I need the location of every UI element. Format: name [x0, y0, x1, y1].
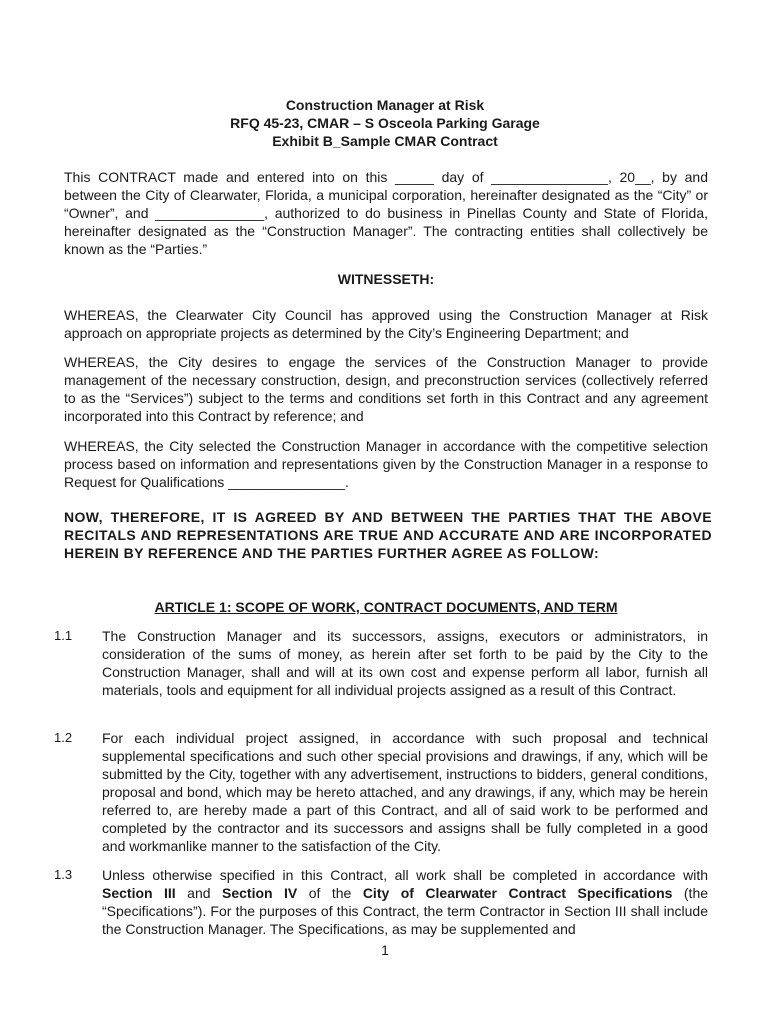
- section-iv-ref: Section IV: [222, 885, 298, 901]
- intro-paragraph: This CONTRACT made and entered into on this _____ day of _______________, 20__, by and between the City of Clearwater, Florida, a municipal corporation, hereinafter designated as the “City” or “Owner”, and ______________, authorized to do business in Pinellas County and State of Florida, hereinafter designated as the “Construction Manager”. The contracting entities shall collectively be known as the “Parties.”: [64, 169, 708, 257]
- header-title: Construction Manager at Risk: [285, 97, 485, 113]
- section-number: 1.1: [54, 628, 73, 643]
- header-rfq: RFQ 45-23, CMAR – S Osceola Parking Garage: [230, 115, 540, 131]
- section-number: 1.3: [54, 867, 73, 882]
- section-1-3-text-a: Unless otherwise specified in this Contract, all work shall be completed in accordance with: [102, 867, 708, 883]
- section-1-3-text-b: and: [175, 885, 222, 901]
- whereas-paragraph-1: WHEREAS, the Clearwater City Council has approved using the Construction Manager at Risk approach on appropriate projects as determined by the City’s Engineering Department; and: [64, 307, 708, 341]
- witnesseth-heading: WITNESSETH:: [337, 271, 435, 287]
- section-1-3-text: [102, 866, 708, 938]
- article-1-title: ARTICLE 1: SCOPE OF WORK, CONTRACT DOCUMENTS, AND TERM: [154, 599, 618, 615]
- whereas-paragraph-2: WHEREAS, the City desires to engage the services of the Construction Manager to provide management of the necessary construction, design, and preconstruction services (collectively referred to as the “Services”) subject to the terms and conditions set forth in this Contract and any agreement incorporated into this Contract by reference; and: [64, 354, 708, 424]
- specifications-ref: City of Clearwater Contract Specifications: [362, 885, 673, 901]
- section-1-3-text-c: of the: [297, 885, 363, 901]
- section-1-1-text: The Construction Manager and its successors, assigns, executors or administrators, in consideration of the sums of money, as herein after set forth to be paid by the City to the Construction Manager, shall and will at its own cost and expense perform all labor, furnish all materials, tools and equipment for all individual projects assigned as a result of this Contract.: [102, 628, 708, 698]
- whereas-paragraph-3: WHEREAS, the City selected the Construction Manager in accordance with the competitive selection process based on information and representations given by the Construction Manager in a response to Request for Qualifications _______________.: [64, 438, 708, 490]
- document-header: [0, 96, 770, 150]
- header-exhibit: Exhibit B_Sample CMAR Contract: [272, 133, 498, 149]
- section-number: 1.2: [54, 730, 73, 745]
- section-iii-ref: Section III: [102, 885, 176, 901]
- section-1-2-text: For each individual project assigned, in accordance with such proposal and technical supplemental specifications and such other special provisions and drawings, if any, which will be submitted by the City, together with any advertisement, instructions to bidders, general conditions, proposal and bond, which may be hereto attached, and any drawings, if any, which may be herein referred to, are hereby made a part of this Contract, and all of said work to be performed and completed by the contractor and its successors and assigns shall be fully completed in a good and workmanlike manner to the satisfaction of the City.: [102, 730, 708, 854]
- section-1-3-text-d: (the “Specifications”). For the purposes of this Contract, the term Contractor in Section III shall include the Construction Manager. The Specifications, as may be supplemented and: [102, 885, 709, 937]
- now-therefore-paragraph: NOW, THEREFORE, IT IS AGREED BY AND BETWEEN THE PARTIES THAT THE ABOVE RECITALS AND REPRESENTATIONS ARE TRUE AND ACCURATE AND ARE INCORPORATED HEREIN BY REFERENCE AND THE PARTIES FURTHER AGREE AS FOLLOW:: [64, 509, 712, 561]
- page-number: 1: [381, 942, 389, 958]
